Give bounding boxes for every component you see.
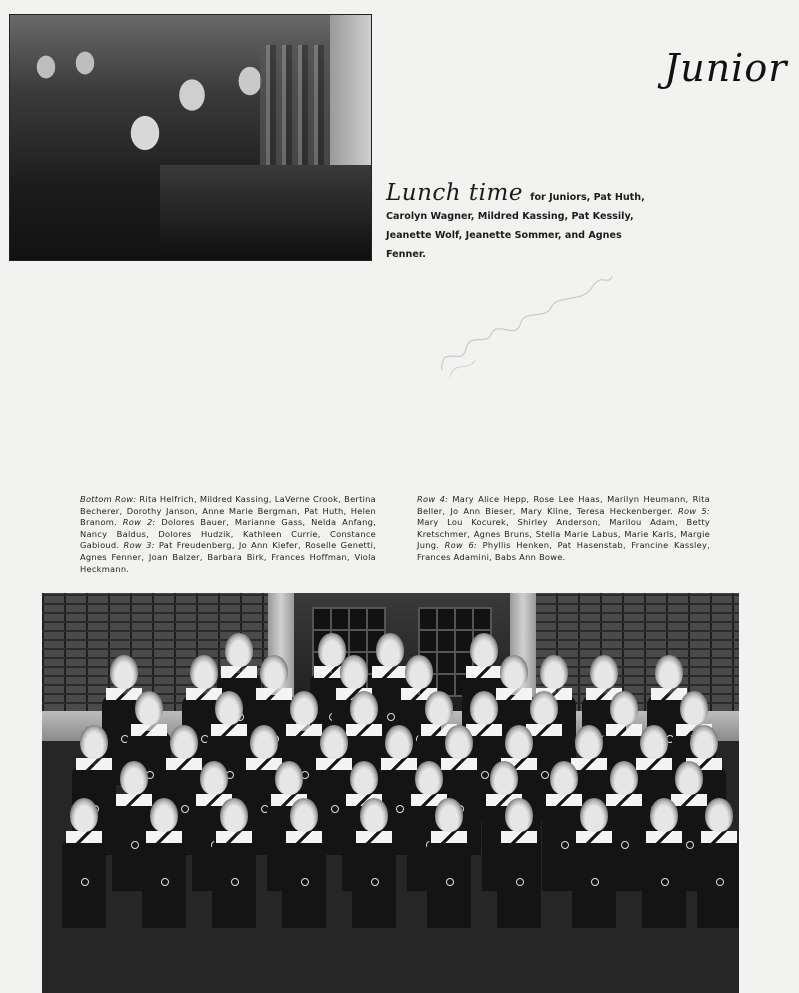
group-photo	[42, 593, 739, 993]
photo-counter-detail	[160, 165, 372, 260]
student-collar	[701, 831, 737, 843]
student-figure	[642, 798, 686, 918]
roster-row-label: Row 2:	[122, 517, 156, 528]
student-head	[110, 655, 138, 689]
roster-right-column	[417, 494, 710, 564]
lunch-time-photo	[9, 14, 372, 261]
student-figure	[142, 798, 186, 918]
student-head	[260, 655, 288, 689]
student-button	[621, 841, 629, 849]
student-head	[490, 761, 518, 795]
student-button	[387, 713, 395, 721]
student-head	[225, 633, 253, 667]
student-head	[340, 655, 368, 689]
student-collar	[286, 831, 322, 843]
roster-row-label: Row 6:	[444, 540, 478, 551]
student-head	[540, 655, 568, 689]
student-head	[650, 798, 678, 832]
student-figure	[212, 798, 256, 918]
student-head	[610, 691, 638, 725]
student-button	[516, 878, 524, 886]
student-figure	[62, 798, 106, 918]
student-head	[680, 691, 708, 725]
student-head	[360, 798, 388, 832]
roster-left-column	[80, 494, 376, 575]
student-head	[500, 655, 528, 689]
student-collar	[216, 831, 252, 843]
roster-row-names: Dolores Bauer, Marianne Gass, Nelda Anfang, Nancy Baldus, Dolores Hudzik, Kathleen Currie, Constance Gabioud.	[80, 517, 377, 551]
student-head	[220, 798, 248, 832]
student-collar	[646, 831, 682, 843]
student-collar	[501, 831, 537, 843]
student-head	[290, 798, 318, 832]
student-button	[301, 878, 309, 886]
roster-row-label: Row 3:	[123, 540, 155, 551]
student-button	[561, 841, 569, 849]
student-button	[331, 805, 339, 813]
student-figure	[352, 798, 396, 918]
roster-row-names: Mary Lou Kocurek, Shirley Anderson, Marilou Adam, Betty Kretschmer, Agnes Bruns, Stella Marie Labus, Marie Karls, Margie Jung.	[417, 517, 710, 551]
student-button	[371, 878, 379, 886]
roster-row-label: Row 5:	[678, 505, 710, 516]
lunch-caption-text: for Juniors, Pat Huth, Carolyn Wagner, Mildred Kassing, Pat Kessily, Jeanette Wolf, Jeanette Sommer, and Agnes Fenner.	[386, 192, 645, 260]
student-button	[661, 878, 669, 886]
student-collar	[146, 831, 182, 843]
roster-row-label: Bottom Row:	[80, 494, 137, 504]
student-figure	[697, 798, 739, 918]
student-collar	[576, 831, 612, 843]
student-head	[290, 691, 318, 725]
student-head	[505, 798, 533, 832]
student-head	[170, 725, 198, 759]
student-button	[396, 805, 404, 813]
student-head	[385, 725, 413, 759]
lunch-caption	[386, 180, 650, 264]
student-head	[350, 761, 378, 795]
student-head	[135, 691, 163, 725]
student-head	[415, 761, 443, 795]
student-head	[705, 798, 733, 832]
student-head	[70, 798, 98, 832]
student-head	[275, 761, 303, 795]
student-button	[81, 878, 89, 886]
student-head	[425, 691, 453, 725]
roster-row-names: Mary Alice Hepp, Rose Lee Haas, Marilyn Heumann, Rita Beller, Jo Ann Bieser, Mary Kline, Teresa Heckenberger.	[417, 494, 711, 516]
student-figure	[497, 798, 541, 918]
student-collar	[356, 831, 392, 843]
student-button	[231, 878, 239, 886]
student-figure	[572, 798, 616, 918]
student-head	[320, 725, 348, 759]
student-head	[640, 725, 668, 759]
student-head	[575, 725, 603, 759]
student-head	[505, 725, 533, 759]
student-head	[590, 655, 618, 689]
roster-row-names: Rita Helfrich, Mildred Kassing, LaVerne Crook, Bertina Becherer, Dorothy Janson, Anne Marie Bergman, Pat Huth, Helen Branom.	[80, 494, 376, 528]
student-head	[80, 725, 108, 759]
roster-row-label: Row 4:	[417, 494, 449, 504]
student-figure	[282, 798, 326, 918]
roster-row-names: Pat Freudenberg, Jo Ann Kiefer, Roselle Genetti, Agnes Fenner, Joan Balzer, Barbara Birk, Frances Hoffman, Viola Heckmann.	[80, 540, 377, 574]
student-head	[675, 761, 703, 795]
student-collar	[66, 831, 102, 843]
student-button	[686, 841, 694, 849]
student-head	[445, 725, 473, 759]
section-title: Junior	[664, 46, 788, 90]
student-button	[591, 878, 599, 886]
lunch-caption-lead: Lunch time	[386, 180, 523, 206]
student-head	[655, 655, 683, 689]
student-head	[150, 798, 178, 832]
student-head	[405, 655, 433, 689]
student-button	[716, 878, 724, 886]
student-head	[530, 691, 558, 725]
student-head	[215, 691, 243, 725]
student-head	[580, 798, 608, 832]
student-head	[435, 798, 463, 832]
student-button	[161, 878, 169, 886]
student-figure	[427, 798, 471, 918]
student-head	[470, 691, 498, 725]
student-head	[120, 761, 148, 795]
student-head	[610, 761, 638, 795]
pencil-signature	[424, 264, 628, 385]
student-button	[446, 878, 454, 886]
student-collar	[76, 758, 112, 770]
student-head	[200, 761, 228, 795]
student-collar	[431, 831, 467, 843]
student-head	[550, 761, 578, 795]
student-button	[131, 841, 139, 849]
student-head	[190, 655, 218, 689]
student-head	[350, 691, 378, 725]
student-head	[250, 725, 278, 759]
roster-row-names: Phyllis Henken, Pat Hasenstab, Francine Kassley, Frances Adamini, Babs Ann Bowe.	[417, 540, 710, 562]
student-head	[690, 725, 718, 759]
